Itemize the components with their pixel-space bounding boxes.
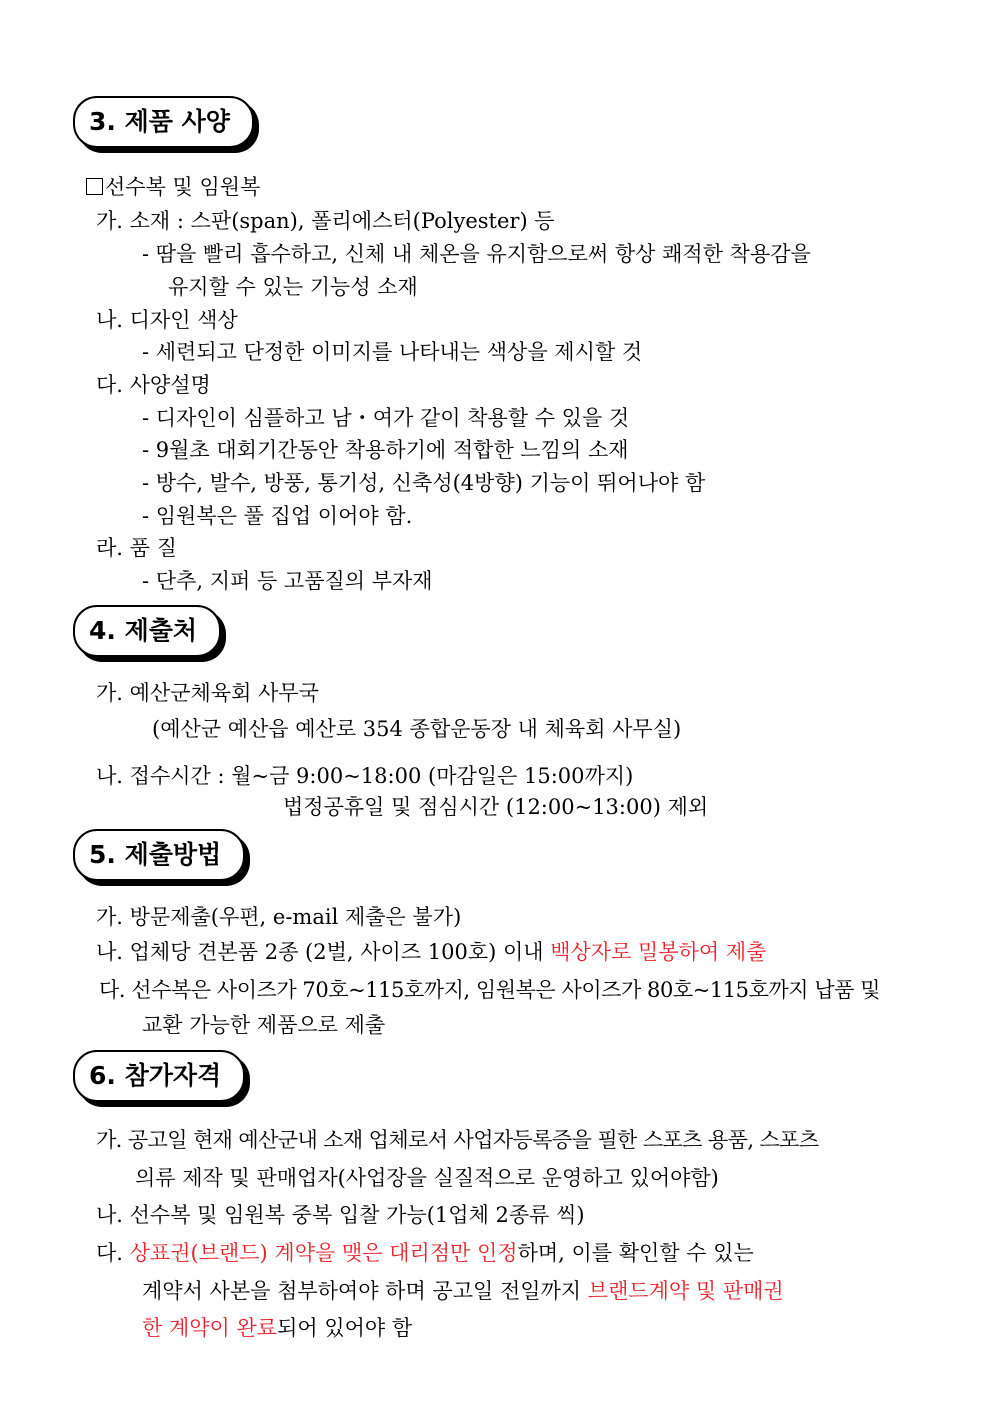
s6-na: 나. 선수복 및 임원복 중복 입찰 가능(1업체 2종류 씩): [96, 1203, 585, 1227]
s5-da-1: 교환 가능한 제품으로 제출: [142, 1013, 386, 1037]
s3-da-3: - 방수, 발수, 방풍, 통기성, 신축성(4방향) 기능이 뛰어나야 함: [142, 471, 706, 495]
s3-na: 나. 디자인 색상: [96, 308, 238, 332]
s3-da-1: - 디자인이 심플하고 남・여가 같이 착용할 수 있을 것: [142, 406, 630, 430]
s3-da-4: - 임원복은 풀 집업 이어야 함.: [142, 504, 413, 528]
section-4-heading: 4. 제출처: [73, 605, 221, 657]
s4-ga-1: (예산군 예산읍 예산로 354 종합운동장 내 체육회 사무실): [152, 717, 682, 741]
s6-da-2-text: 되어 있어야 함: [277, 1316, 413, 1340]
s6-da-2-highlight: 한 계약이 완료: [142, 1316, 278, 1340]
s5-na: [96, 939, 766, 965]
s3-da-2: - 9월초 대회기간동안 착용하기에 적합한 느낌의 소재: [142, 438, 629, 462]
s6-da: [96, 1240, 754, 1266]
s6-ga: 가. 공고일 현재 예산군내 소재 업체로서 사업자등록증을 필한 스포츠 용품, 스포츠: [96, 1128, 819, 1152]
s5-na-highlight: 백상자로 밀봉하여 제출: [550, 940, 767, 964]
s3-ga: 가. 소재 : 스판(span), 폴리에스터(Polyester) 등: [96, 209, 555, 233]
s4-na: 나. 접수시간 : 월~금 9:00~18:00 (마감일은 15:00까지): [96, 764, 634, 788]
checkbox-icon: [86, 178, 103, 195]
s3-ra-1: - 단추, 지퍼 등 고품질의 부자재: [142, 569, 433, 593]
section-6-heading: 6. 참가자격: [73, 1050, 245, 1102]
s4-na-1: 법정공휴일 및 점심시간 (12:00~13:00) 제외: [283, 795, 709, 819]
s6-da-prefix: 다.: [96, 1241, 130, 1265]
s6-da-highlight: 상표권(브랜드) 계약을 맺은 대리점만 인정: [129, 1241, 518, 1265]
s5-da: 다. 선수복은 사이즈가 70호~115호까지, 임원복은 사이즈가 80호~115호까지 납품 및: [99, 978, 881, 1002]
s6-da-1-highlight: 브랜드계약 및 판매권: [587, 1279, 784, 1303]
s3-ra: 라. 품 질: [96, 536, 177, 560]
s6-da-rest: 하며, 이를 확인할 수 있는: [517, 1241, 754, 1265]
s6-da-1-text: 계약서 사본을 첨부하여야 하며 공고일 전일까지: [142, 1279, 588, 1303]
s6-da-2: [142, 1315, 412, 1341]
s6-da-1: [142, 1278, 784, 1304]
category-label: 선수복 및 임원복: [105, 175, 261, 199]
s3-ga-1: - 땀을 빨리 흡수하고, 신체 내 체온을 유지함으로써 항상 쾌적한 착용감을: [142, 242, 811, 266]
s3-ga-1b: 유지할 수 있는 기능성 소재: [168, 275, 418, 299]
s5-na-text: 나. 업체당 견본품 2종 (2벌, 사이즈 100호) 이내: [96, 940, 551, 964]
s3-na-1: - 세련되고 단정한 이미지를 나타내는 색상을 제시할 것: [142, 340, 643, 364]
section-3-heading: 3. 제품 사양: [73, 96, 254, 148]
section-5-heading: 5. 제출방법: [73, 829, 245, 881]
s5-ga: 가. 방문제출(우편, e-mail 제출은 불가): [96, 905, 462, 929]
category-line: [86, 174, 260, 200]
s3-da: 다. 사양설명: [96, 373, 211, 397]
s4-ga: 가. 예산군체육회 사무국: [96, 681, 319, 705]
s6-ga-1: 의류 제작 및 판매업자(사업장을 실질적으로 운영하고 있어야함): [135, 1166, 719, 1190]
